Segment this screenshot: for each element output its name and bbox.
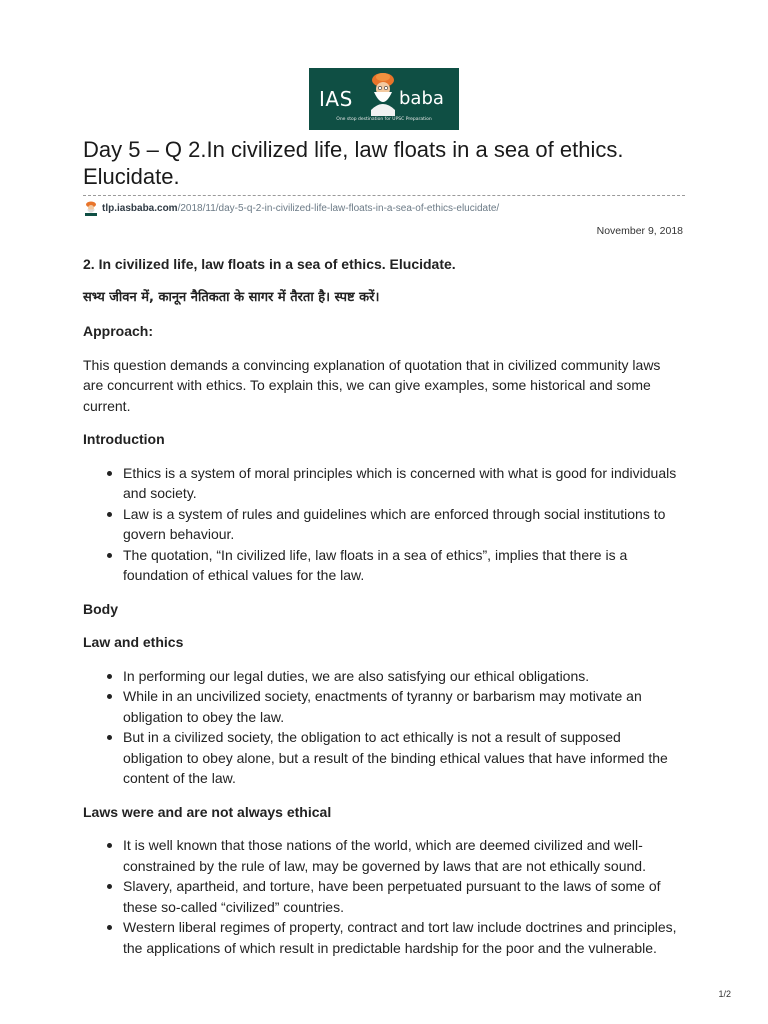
introduction-heading: Introduction — [83, 431, 165, 447]
list-item: It is well known that those nations of the world, which are deemed civilized and well-constrained by the rule of law, may be governed by laws that are not ethically sound. — [123, 835, 683, 876]
law-and-ethics-list — [83, 666, 683, 789]
approach-heading: Approach: — [83, 323, 153, 339]
law-and-ethics-heading: Law and ethics — [83, 634, 184, 650]
article-title: Day 5 – Q 2.In civilized life, law floats in a sea of ethics. Elucidate. — [83, 137, 624, 189]
list-item: In performing our legal duties, we are also satisfying our ethical obligations. — [123, 666, 683, 687]
not-always-ethical-list — [83, 835, 683, 958]
introduction-list — [83, 463, 683, 586]
list-item: While in an uncivilized society, enactments of tyranny or barbarism may motivate an obligation to obey the law. — [123, 686, 683, 727]
list-item: The quotation, “In civilized life, law floats in a sea of ethics”, implies that there is a foundation of ethical values for the law. — [123, 545, 683, 586]
title-divider — [83, 195, 685, 196]
approach-paragraph: This question demands a convincing explanation of quotation that in civilized community laws are concurrent with ethics. To explain this, we can give examples, some historical and some current. — [83, 356, 661, 414]
guru-mascot-icon — [365, 70, 401, 116]
page-number: 1/2 — [718, 989, 731, 999]
list-item: Law is a system of rules and guidelines which are enforced through social institutions to govern behaviour. — [123, 504, 683, 545]
question-text: 2. In civilized life, law floats in a sea of ethics. Elucidate. — [83, 256, 456, 272]
source-host[interactable]: tlp.iasbaba.com — [102, 202, 178, 214]
list-item: Slavery, apartheid, and torture, have been perpetuated pursuant to the laws of some of these so-called “civilized” countries. — [123, 876, 683, 917]
list-item: But in a civilized society, the obligation to act ethically is not a result of supposed obligation to obey alone, but a result of the binding ethical values that have informed the content of the law. — [123, 727, 683, 789]
site-favicon-icon — [83, 200, 99, 216]
not-always-ethical-heading: Laws were and are not always ethical — [83, 803, 332, 820]
logo-tagline: One stop destination for UPSC Preparation — [336, 117, 432, 122]
list-item: Western liberal regimes of property, contract and tort law include doctrines and principles, the applications of which result in predictable hardship for the poor and the vulnerable. — [123, 917, 683, 958]
source-url[interactable] — [83, 200, 499, 216]
publish-date: November 9, 2018 — [596, 225, 683, 237]
logo-text-ias: IAS — [319, 87, 353, 111]
source-path[interactable]: /2018/11/day-5-q-2-in-civilized-life-law-floats-in-a-sea-of-ethics-elucidate/ — [177, 202, 500, 214]
logo-text-baba: baba — [399, 88, 444, 109]
article-body — [83, 254, 683, 971]
question-hindi-text: सभ्य जीवन में, कानून नैतिकता के सागर में तैरता है। स्पष्ट करें। — [83, 289, 380, 305]
body-heading: Body — [83, 600, 118, 617]
iasbaba-logo — [309, 68, 459, 130]
list-item: Ethics is a system of moral principles which is concerned with what is good for individuals and society. — [123, 463, 683, 504]
